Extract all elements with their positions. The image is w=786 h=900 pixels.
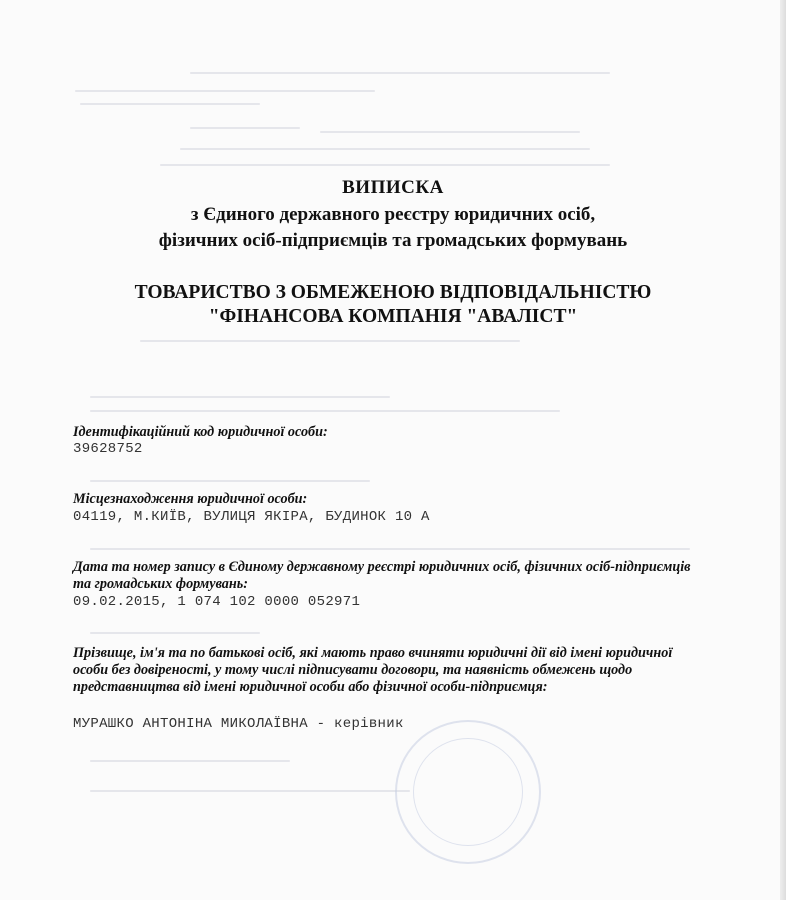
page-edge-shadow: [780, 0, 786, 900]
authorized-persons-label: Прізвище, ім'я та по батькові осіб, які мають право вчиняти юридичні дії від імені юридичної особи без довіреності, у тому числі підписувати договори, та наявність обмежень щодо представництва від імені юридичної особи або фізичної особи-підприємця:: [73, 645, 673, 695]
bleed-through-line: [90, 396, 390, 398]
address-value: 04119, М.КИЇВ, ВУЛИЦЯ ЯКІРА, БУДИНОК 10 А: [73, 509, 430, 525]
bleed-through-line: [90, 790, 410, 792]
bleed-through-line: [80, 103, 260, 105]
bleed-through-line: [75, 90, 375, 92]
bleed-through-line: [190, 72, 610, 74]
address-label: Місцезнаходження юридичної особи:: [73, 491, 308, 507]
registration-record-label: Дата та номер запису в Єдиному державному реєстрі юридичних осіб, фізичних осіб-підприємців та громадських формувань:: [73, 559, 691, 592]
entity-name-line2: "ФІНАНСОВА КОМПАНІЯ "АВАЛІСТ": [208, 306, 578, 327]
bleed-through-line: [90, 480, 370, 482]
bleed-through-line: [90, 760, 290, 762]
id-code-label: Ідентифікаційний код юридичної особи:: [73, 424, 328, 440]
document-subheading-line2: фізичних осіб-підприємців та громадських формувань: [158, 230, 628, 251]
bleed-through-line: [180, 148, 590, 150]
entity-name-line1: ТОВАРИСТВО З ОБМЕЖЕНОЮ ВІДПОВІДАЛЬНІСТЮ: [134, 282, 652, 303]
authorized-persons-value: МУРАШКО АНТОНІНА МИКОЛАЇВНА - керівник: [73, 716, 404, 732]
bleed-through-line: [90, 632, 260, 634]
registration-record-value: 09.02.2015, 1 074 102 0000 052971: [73, 594, 361, 610]
bleed-through-line: [190, 127, 300, 129]
bleed-through-line: [320, 131, 580, 133]
document-heading: ВИПИСКА: [342, 177, 444, 198]
id-code-value: 39628752: [73, 441, 143, 457]
faint-stamp-imprint: [395, 720, 541, 864]
bleed-through-line: [90, 548, 690, 550]
bleed-through-line: [160, 164, 610, 166]
document-subheading-line1: з Єдиного державного реєстру юридичних осіб,: [190, 204, 596, 225]
bleed-through-line: [90, 410, 560, 412]
bleed-through-line: [140, 340, 520, 342]
